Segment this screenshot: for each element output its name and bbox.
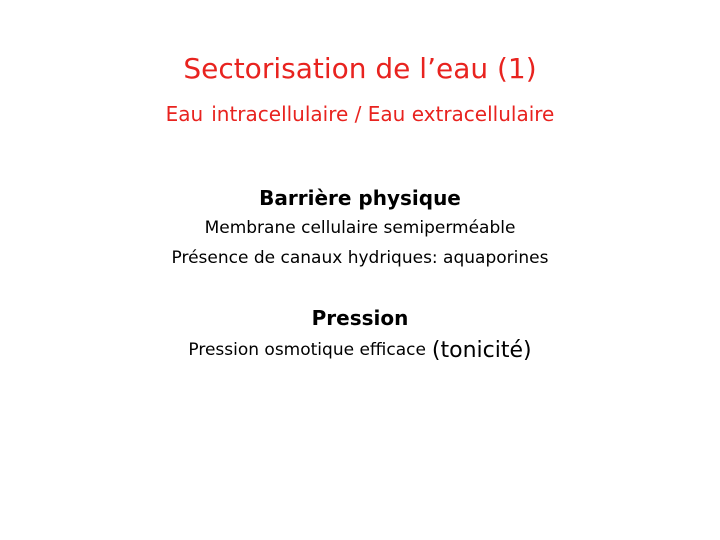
tonicite-text: (tonicité) — [431, 338, 532, 363]
section-line-osmotique — [0, 338, 720, 363]
section-heading-barrier: Barrière physique — [259, 186, 461, 210]
section-heading-pression: Pression — [311, 306, 409, 330]
slide-subtitle — [0, 102, 720, 126]
subtitle-part-2: intracellulaire / Eau extracellulaire — [211, 102, 555, 126]
section-line-aquaporines: Présence de canaux hydriques: aquaporines — [171, 248, 549, 268]
subtitle-part-1: Eau — [165, 102, 204, 126]
osmotique-text: Pression osmotique efficace — [188, 340, 426, 360]
section-line-membrane: Membrane cellulaire semiperméable — [204, 218, 516, 238]
slide-title: Sectorisation de l’eau (1) — [183, 52, 537, 85]
